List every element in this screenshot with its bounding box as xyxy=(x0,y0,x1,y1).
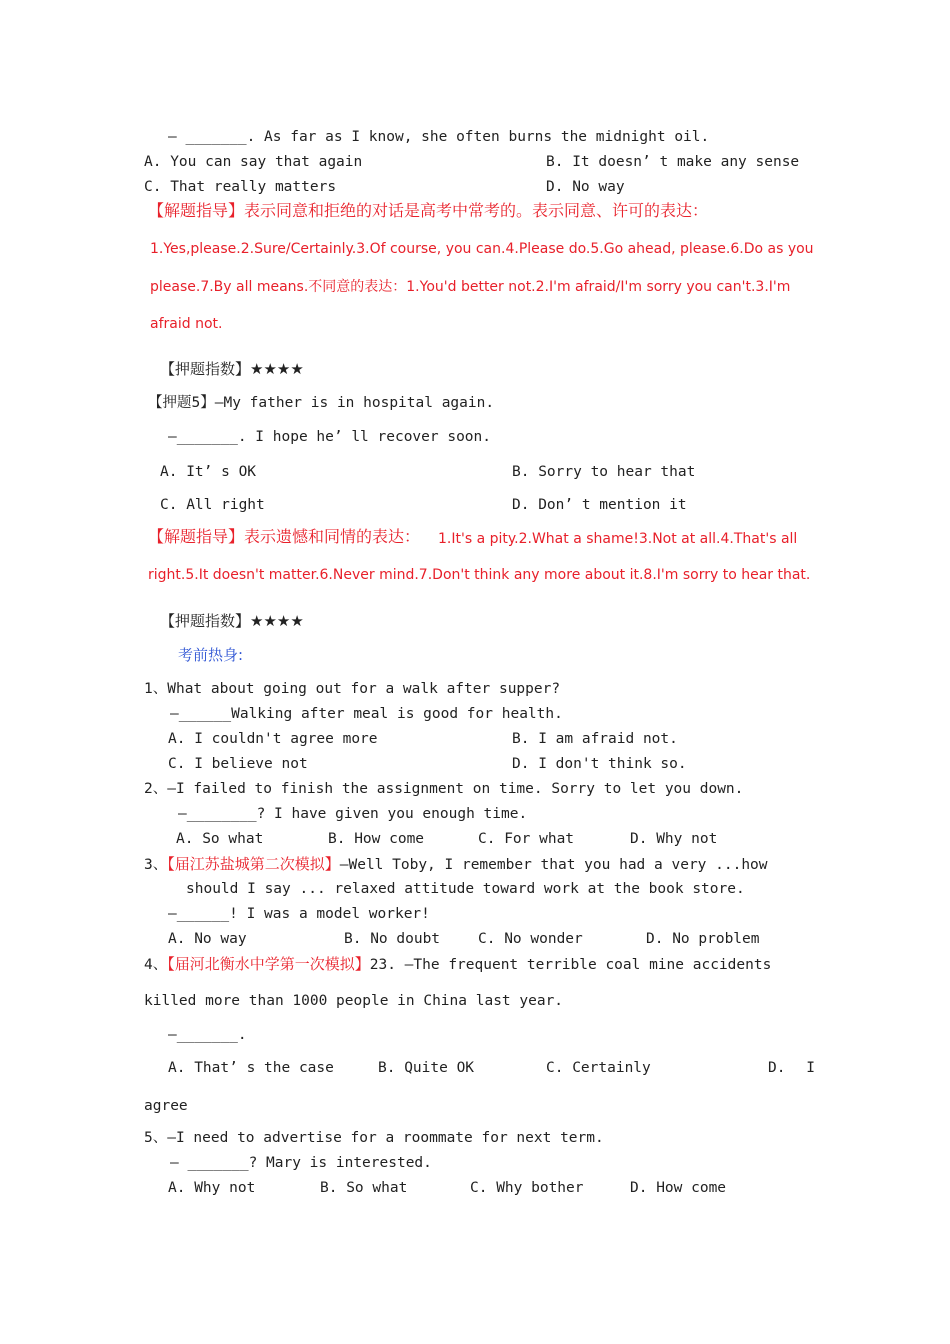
ex3-line3: —______! I was a model worker! xyxy=(168,906,430,922)
q5-option-b: B. Sorry to hear that xyxy=(512,464,696,480)
prev-option-b: B. It doesn’ t make any sense xyxy=(546,154,800,170)
guide1-line1: 1.Yes,please.2.Sure/Certainly.3.Of course, you can.4.Please do.5.Go ahead, please.6.Do as you xyxy=(150,241,814,257)
q5-line2: —_______. I hope he’ ll recover soon. xyxy=(168,429,492,445)
ex4-line3: —_______. xyxy=(168,1027,247,1043)
ex2-line1: 2、—I failed to finish the assignment on time. Sorry to let you down. xyxy=(144,781,744,797)
ex2-option-d: D. Why not xyxy=(630,831,718,847)
ex4-source: 【届河北衡水中学第一次模拟】 xyxy=(167,955,370,973)
ex4-option-b: B. Quite OK xyxy=(378,1060,475,1076)
prev-question-line: — _______. As far as I know, she often burns the midnight oil. xyxy=(168,129,710,145)
ex3-source: 【届江苏盐城第二次模拟】 xyxy=(167,855,340,873)
ex2-line2: —________? I have given you enough time. xyxy=(178,806,528,822)
ex5-option-a: A. Why not xyxy=(168,1180,256,1196)
q5-option-a: A. It’ s OK xyxy=(160,464,257,480)
guide2-line2: right.5.It doesn't matter.6.Never mind.7.Don't think any more about it.8.I'm sorry to hear that. xyxy=(148,567,811,583)
prev-option-d: D. No way xyxy=(546,179,625,195)
ex3-line2: should I say ... relaxed attitude toward work at the book store. xyxy=(186,881,745,897)
ex3-line1-text: —Well Toby, I remember that you had a very ...how xyxy=(339,857,768,873)
ex2-option-b: B. How come xyxy=(328,831,425,847)
ex3-number: 3、 xyxy=(144,857,168,873)
ex5-option-d: D. How come xyxy=(630,1180,727,1196)
ex4-option-c: C. Certainly xyxy=(546,1060,651,1076)
q5-option-c: C. All right xyxy=(160,497,265,513)
q5-option-d: D. Don’ t mention it xyxy=(512,497,687,513)
q5-line1: 【押题5】—My father is in hospital again. xyxy=(148,395,495,411)
guide2-heading: 【解题指导】表示遗憾和同情的表达： xyxy=(148,527,421,546)
ex2-option-c: C. For what xyxy=(478,831,575,847)
ex2-option-a: A. So what xyxy=(176,831,264,847)
ex3-line1 xyxy=(144,854,768,875)
prev-option-a: A. You can say that again xyxy=(144,154,363,170)
ex3-option-a: A. No way xyxy=(168,931,247,947)
ex5-line2: — _______? Mary is interested. xyxy=(170,1155,432,1171)
ex4-option-d: D. I xyxy=(768,1060,815,1076)
ex4-option-d-continued: agree xyxy=(144,1098,188,1114)
ex1-option-d: D. I don't think so. xyxy=(512,756,687,772)
guide2-line1: 1.It's a pity.2.What a shame!3.Not at all.4.That's all xyxy=(438,531,798,547)
ex3-option-d: D. No problem xyxy=(646,931,760,947)
stars-rating-1: 【押题指数】★★★★ xyxy=(160,360,304,378)
ex3-option-c: C. No wonder xyxy=(478,931,583,947)
guide1-line3: afraid not. xyxy=(150,316,223,332)
ex3-option-b: B. No doubt xyxy=(344,931,441,947)
ex1-line2: —______Walking after meal is good for health. xyxy=(170,706,563,722)
ex5-option-c: C. Why bother xyxy=(470,1180,584,1196)
ex1-line1: 1、What about going out for a walk after supper? xyxy=(144,681,561,697)
ex1-option-c: C. I believe not xyxy=(168,756,308,772)
warmup-heading: 考前热身: xyxy=(178,646,244,664)
prev-option-c: C. That really matters xyxy=(144,179,337,195)
ex4-option-a: A. That’ s the case xyxy=(168,1060,334,1076)
stars-rating-2: 【押题指数】★★★★ xyxy=(160,612,304,630)
ex1-option-b: B. I am afraid not. xyxy=(512,731,678,747)
guide1-line2: please.7.By all means.不同意的表达：1.You'd better not.2.I'm afraid/I'm sorry you can't.3.I'm xyxy=(150,279,791,295)
ex4-number: 4、 xyxy=(144,957,168,973)
ex5-option-b: B. So what xyxy=(320,1180,408,1196)
guide1-heading: 【解题指导】表示同意和拒绝的对话是高考中常考的。表示同意、许可的表达： xyxy=(148,201,709,220)
ex1-option-a: A. I couldn't agree more xyxy=(168,731,378,747)
ex5-line1: 5、—I need to advertise for a roommate for next term. xyxy=(144,1130,604,1146)
ex4-line2: killed more than 1000 people in China last year. xyxy=(144,993,564,1009)
ex4-line1 xyxy=(144,954,771,975)
ex4-line1-text: 23. —The frequent terrible coal mine accidents xyxy=(369,957,772,973)
